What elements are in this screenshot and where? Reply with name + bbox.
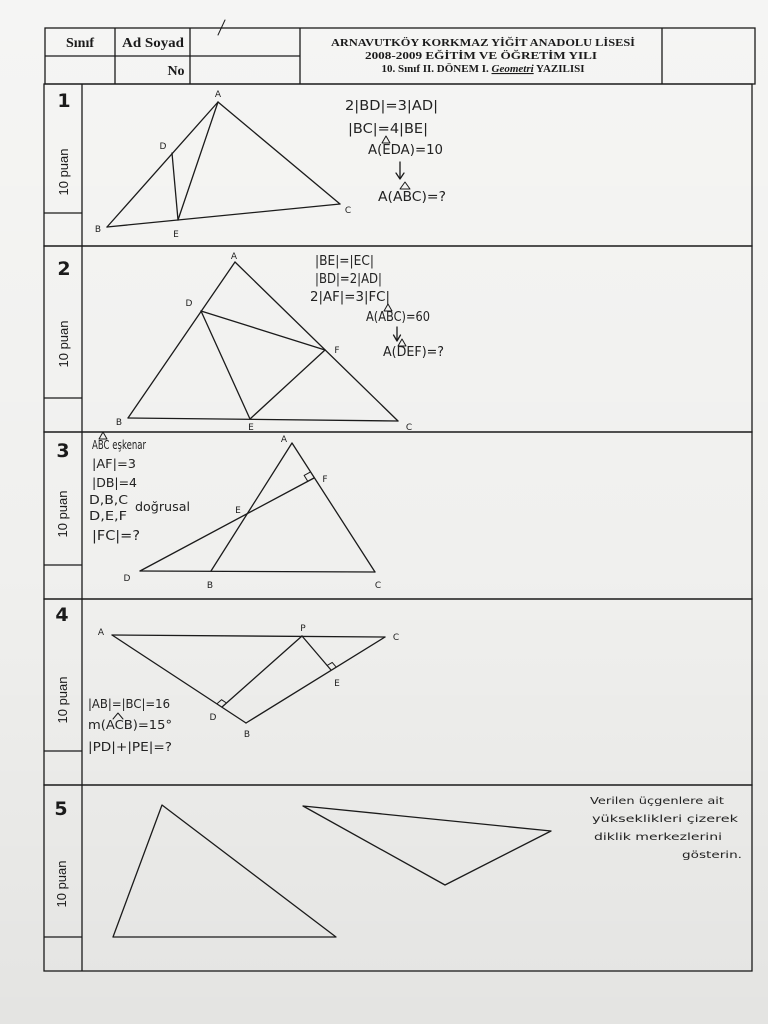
question-points-4: 10 puan [55,676,70,724]
q2-label-b: B [115,418,123,428]
q3-label-f: F [322,475,328,485]
q2-segment-de [201,311,250,419]
q3-label-d: D [123,574,131,584]
q2-notes [310,254,444,360]
question-points-3: 10 puan [55,490,70,538]
q1-label-c: C [344,206,352,216]
q1-label-b: B [94,225,102,235]
q3-side-ac [292,443,375,572]
q1-label-e: E [173,230,179,240]
q2-given-bd-ad: |BD|=2|AD| [315,272,382,287]
q5-instruction-line-1: Verilen üçgenlere ait [590,796,725,807]
q3-given-db: |DB|=4 [92,476,137,490]
q3-given-points-dbc: D,B,C [89,493,128,507]
q1-side-ca [218,102,340,204]
q3-side-ab [211,443,292,571]
q4-label-b: B [243,730,251,740]
q1-triangle-symbol-abc [400,182,410,189]
question-points-5: 10 puan [54,860,69,908]
q2-side-ab [128,262,235,418]
q4-side-bc [246,637,385,723]
q3-label-c: C [374,581,382,591]
exam-title [381,62,584,75]
q2-label-c: C [405,423,413,433]
q2-label-e: E [248,423,254,433]
q2-side-bc [128,418,398,421]
q1-segment-ae [178,102,218,220]
q2-given-be-ec: |BE|=|EC| [315,254,374,269]
q3-label-e: E [235,506,241,516]
question-number-3: 3 [56,440,70,462]
question-row-4 [44,599,752,785]
q3-given-points-def: D,E,F [89,509,128,523]
class-label: Sınıf [65,36,95,51]
q2-given-af-fc: 2|AF|=3|FC| [310,290,390,305]
q4-asked-pd-pe: |PD|+|PE|=? [88,740,172,754]
q5-instruction-line-4: gösterin. [682,850,742,861]
q1-given-bc-be: |BC|=4|BE| [348,122,428,137]
q3-notes [89,432,190,544]
q5-notes [590,796,742,861]
question-points-1: 10 puan [56,148,71,196]
q3-segment-df [140,478,314,571]
question-points-2: 10 puan [56,320,71,368]
exam-title-suffix: YAZILISI [536,63,585,75]
q1-notes [345,99,446,205]
q5-triangle-1 [113,805,336,937]
q5-instruction-line-3: diklik merkezlerini [594,832,722,843]
q2-label-f: F [334,346,340,356]
q2-segment-ef [250,350,325,419]
q1-segment-de [172,153,178,220]
q5-figure [113,805,551,937]
number-label: No [167,64,185,79]
q2-segment-df [201,311,325,350]
question-row-5 [44,785,752,971]
q3-base-dc [140,571,375,572]
exam-title-prefix: 10. Sınıf II. DÖNEM I. [381,63,489,75]
q3-asked-fc: |FC|=? [92,529,140,544]
q2-label-a: A [230,252,238,262]
q1-side-ab [107,102,218,227]
q4-label-e: E [334,679,340,689]
question-number-2: 2 [57,258,71,280]
q3-label-a: A [280,435,288,445]
q1-label-d: D [159,142,167,152]
q1-side-bc [107,204,340,227]
q4-label-p: P [300,624,306,634]
exam-title-subject: Geometri [491,63,534,75]
q4-label-c: C [392,633,400,643]
school-year: 2008-2009 EĞİTİM VE ÖĞRETİM YILI [365,50,559,62]
q1-figure [95,90,351,240]
q3-given-collinear: doğrusal [135,500,190,514]
q3-given-af: |AF|=3 [92,457,136,471]
q2-asked-area-def: A(DEF)=? [383,345,444,360]
q1-given-bd-ad: 2|BD|=3|AD| [345,99,438,114]
q4-segment-pe [302,636,331,670]
q3-label-b: B [206,581,214,591]
q1-asked-area-abc: A(ABC)=? [378,190,446,205]
question-number-4: 4 [55,604,69,626]
header-table [45,20,755,84]
q1-triangle-symbol-eda [382,136,390,143]
question-row-3 [44,432,752,599]
q4-label-d: D [209,713,217,723]
q4-given-ab-bc: |AB|=|BC|=16 [88,697,170,711]
question-number-5: 5 [54,798,68,820]
question-number-1: 1 [57,90,71,112]
q5-instruction-line-2: yükseklikleri çizerek [592,814,739,825]
q4-notes [88,697,172,754]
q2-label-d: D [185,299,193,309]
q4-given-angle-acb: m(ACB)=15° [88,718,172,732]
q2-given-area-abc: A(ABC)=60 [366,310,430,325]
q3-given-equilateral: ABC eşkenar [92,438,147,452]
q5-triangle-2 [303,806,551,885]
q4-right-angle-d [217,700,227,704]
name-label: Ad Soyad [122,36,185,51]
q1-given-area-eda: A(EDA)=10 [368,143,443,158]
q1-label-a: A [214,90,222,100]
school-name: ARNAVUTKÖY KORKMAZ YİĞİT ANADOLU LİSESİ [331,37,602,49]
q4-side-ac [112,635,385,637]
q4-label-a: A [97,628,105,638]
